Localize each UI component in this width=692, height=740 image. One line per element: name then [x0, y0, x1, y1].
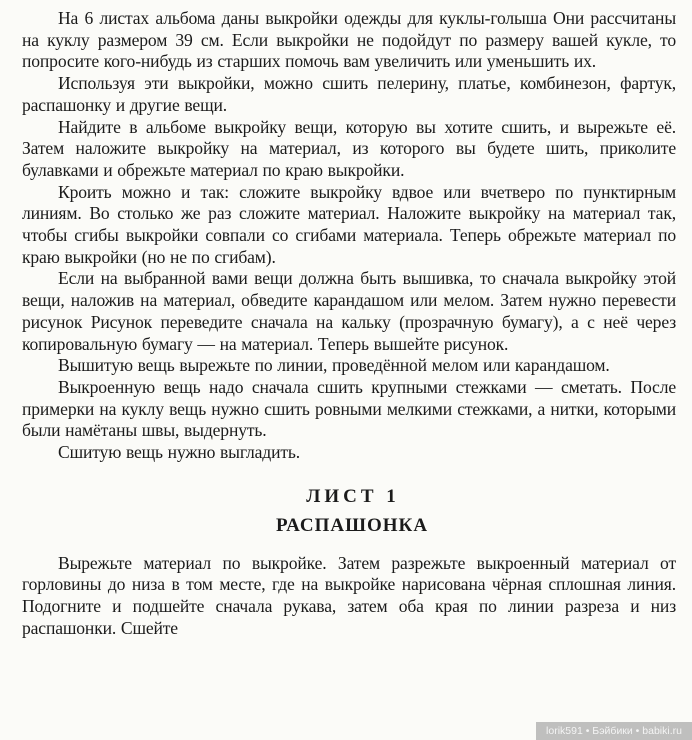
intro-paragraph-7: Выкроенную вещь надо сначала сшить крупными стежками — сметать. После примерки на куклу вещь нужно сшить ровными мелкими стежками, а нитки, которыми были намётаны швы, выдернуть.	[22, 376, 676, 441]
sheet-subtitle: РАСПАШОНКА	[275, 514, 429, 536]
section-paragraph-1: Вырежьте материал по выкройке. Затем разрежьте выкроенный материал от горловины до низа в том месте, где на выкройке нарисована чёрная сплошная линия. Подогните и подшейте сначала рукава, затем оба края по линии разреза и низ распашонки. Сшейте	[22, 552, 676, 638]
intro-paragraph-4: Кроить можно и так: сложите выкройку вдвое или вчетверо по пунктирным линиям. Во столько же раз сложите материал. Наложите выкройку на материал так, чтобы сгибы выкройки совпали со сгибами материала. Теперь обрежьте материал по краю выкройки (но не по сгибам).	[22, 181, 676, 267]
document-page	[22, 8, 676, 640]
intro-paragraph-8: Сшитую вещь нужно выгладить.	[58, 442, 301, 463]
intro-paragraph-1: На 6 листах альбома даны выкройки одежды для куклы-голыша Они рассчитаны на куклу размером 39 см. Если выкройки не подойдут по размеру вашей кукле, то попросите кого-нибудь из старших помочь вам увеличить или уменьшить их.	[22, 8, 676, 72]
intro-paragraph-5: Если на выбранной вами вещи должна быть вышивка, то сначала выкройку этой вещи, наложив на материал, обведите карандашом или мелом. Затем нужно перевести рисунок Рисунок переведите сначала на кальку (прозрачную бумагу), а с неё через копировальную бумагу — на материал. Теперь вышейте рисунок.	[22, 268, 676, 354]
sheet-title: ЛИСТ 1	[306, 485, 400, 507]
intro-paragraph-3: Найдите в альбоме выкройку вещи, которую вы хотите сшить, и вырежьте её. Затем наложите выкройку на материал, из которого вы будете шить, приколите булавками и обрежьте материал по краю выкройки.	[22, 116, 676, 180]
watermark: lorik591 • Бэйбики • babiki.ru	[536, 722, 692, 740]
intro-paragraph-2: Используя эти выкройки, можно сшить пелерину, платье, комбинезон, фартук, распашонку и другие вещи.	[22, 73, 676, 115]
intro-paragraph-6: Вышитую вещь вырежьте по линии, проведённой мелом или карандашом.	[58, 355, 610, 376]
section-heading	[22, 485, 676, 539]
